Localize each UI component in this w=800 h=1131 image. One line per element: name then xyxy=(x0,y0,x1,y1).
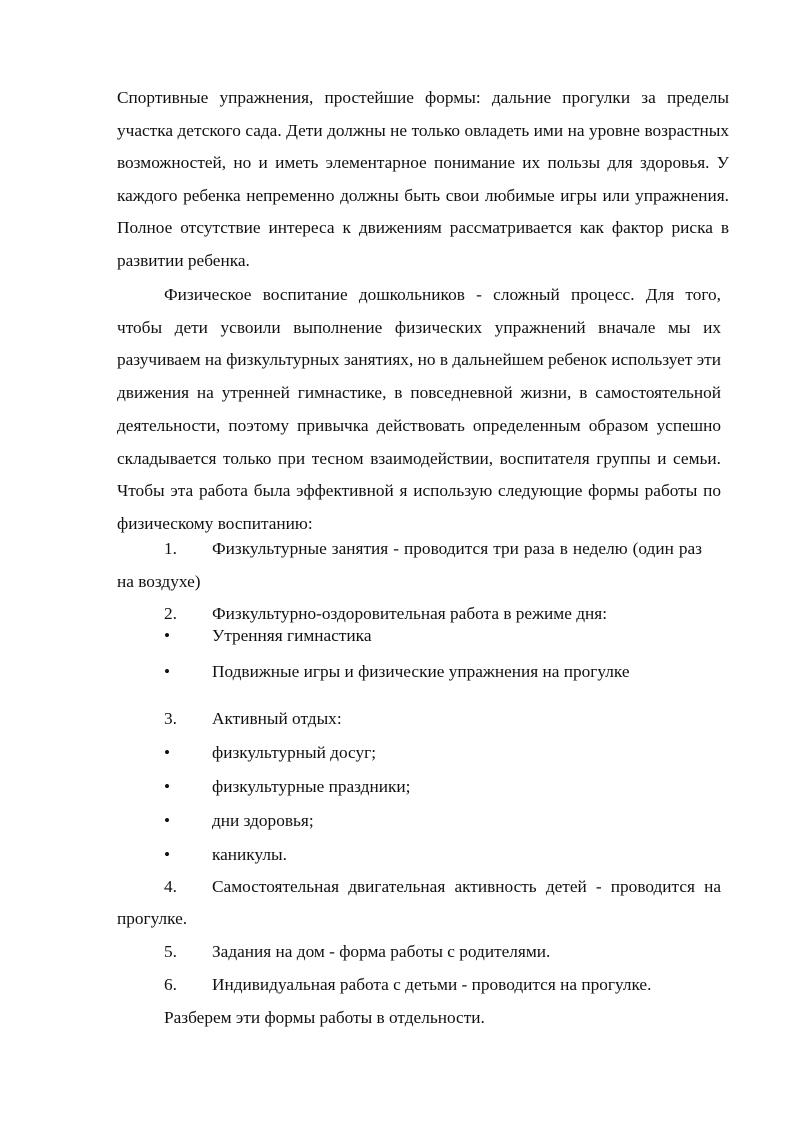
list-item-text: Задания на дом - форма работы с родителями. xyxy=(212,942,551,961)
list-number: 2. xyxy=(164,604,177,623)
list-item-continuation: прогулке. xyxy=(117,909,188,928)
list-number: 4. xyxy=(164,877,177,896)
bullet-symbol: • xyxy=(164,662,171,681)
list-item-text: Индивидуальная работа с детьми - проводится на прогулке. xyxy=(212,975,652,994)
bullet-text: дни здоровья; xyxy=(212,811,314,830)
bullet-text: физкультурный досуг; xyxy=(212,743,377,762)
closing-sentence: Разберем эти формы работы в отдельности. xyxy=(164,1008,485,1027)
bullet-symbol: • xyxy=(164,845,171,864)
list-item-text: Активный отдых: xyxy=(212,709,342,728)
bullet-symbol: • xyxy=(164,743,171,762)
list-number: 3. xyxy=(164,709,177,728)
paragraph-physical-education: Физическое воспитание дошкольников - сложный процесс. Для того, чтобы дети усвоили выполнение физических упражнений вначале мы их разучиваем на физкультурных занятиях, но в дальнейшем ребенок использует эти движения на утренней гимнастике, в повседневной жизни, в самостоятельной деятельности, поэтому привычка действовать определенным образом успешно складывается только при тесном взаимодействии, воспитателя группы и семьи. Чтобы эта работа была эффективной я использую следующие формы работы по физическому воспитанию: xyxy=(117,285,721,533)
list-item-text: Самостоятельная двигательная активность детей - проводится на xyxy=(212,877,721,896)
bullet-symbol: • xyxy=(164,626,171,645)
list-number: 6. xyxy=(164,975,177,994)
list-number: 5. xyxy=(164,942,177,961)
paragraph-sport-exercises: Спортивные упражнения, простейшие формы: дальние прогулки за пределы участка детского сада. Дети должны не только овладеть ими на уровне возрастных возможностей, но и иметь элементарное понимание их пользы для здоровья. У каждого ребенка непременно должны быть свои любимые игры или упражнения. Полное отсутствие интереса к движениям рассматривается как фактор риска в развитии ребенка. xyxy=(117,88,729,270)
bullet-text: каникулы. xyxy=(212,845,287,864)
bullet-text: физкультурные праздники; xyxy=(212,777,411,796)
bullet-text: Утренняя гимнастика xyxy=(212,626,372,645)
bullet-text: Подвижные игры и физические упражнения на прогулке xyxy=(212,662,630,681)
list-number: 1. xyxy=(164,539,177,558)
bullet-symbol: • xyxy=(164,777,171,796)
list-item-text: Физкультурно-оздоровительная работа в режиме дня: xyxy=(212,604,608,623)
list-item-text: Физкультурные занятия - проводится три раза в неделю (один раз xyxy=(212,539,702,558)
bullet-symbol: • xyxy=(164,811,171,830)
list-item-continuation: на воздухе) xyxy=(117,572,201,591)
